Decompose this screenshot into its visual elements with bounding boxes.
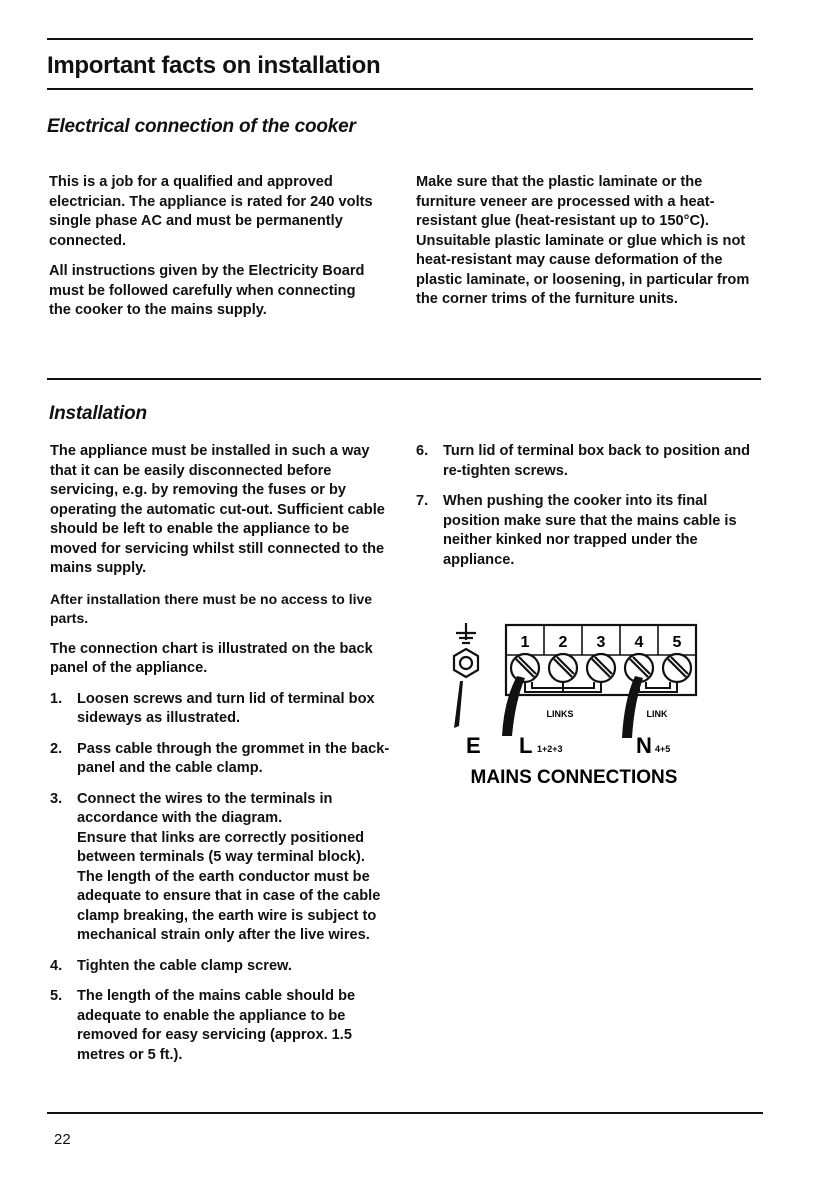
electrical-left-column [49,173,379,332]
link-label: LINK [646,709,668,719]
step-extra-text: Ensure that links are correctly positioned between terminals (5 way terminal block). The length of the earth conductor must be adequate to ensure that in case of the cable clamp breaking, the earth wire is subject to mechanical strain only after the live wires. [77,829,381,943]
terminal-number: 4 [634,634,644,651]
step-number: 1. [50,690,63,707]
list-item [50,690,390,729]
step-text: Loosen screws and turn lid of terminal box sideways as illustrated. [77,690,375,726]
step-number: 5. [50,988,63,1004]
installation-heading: Installation [49,403,147,424]
list-item [416,492,761,570]
terminal-number: 5 [672,634,682,651]
page-title: Important facts on installation [47,52,381,79]
live-terminals-label: 1+2+3 [537,744,563,754]
list-item [50,740,390,779]
electrical-paragraph: This is a job for a qualified and approved electrician. The appliance is rated for 240 volts single phase AC and must be permanently connected. [49,174,373,249]
list-item [50,790,390,946]
electrical-heading: Electrical connection of the cooker [47,116,356,137]
installation-right-column [416,442,761,581]
electrical-paragraph: All instructions given by the Electricity Board must be followed carefully when connecting the cooker to the mains supply. [49,263,365,318]
electrical-right-column [416,173,756,321]
title-rule [47,88,753,90]
earth-label: E [466,733,481,758]
step-number: 6. [416,443,429,459]
laminate-paragraph: Make sure that the plastic laminate or the furniture veneer are processed with a heat-resistant glue (heat-resistant up to 150°C). Unsuitable plastic laminate or glue which is not heat-resistant may cause deformation of the plastic laminate, or loosening, in particular from the corner trims of the furniture units. [416,174,750,307]
list-item [416,442,761,481]
footer-rule [47,1112,763,1114]
section-rule [47,378,761,380]
terminal-number: 2 [558,634,568,651]
connection-chart-note: The connection chart is illustrated on the back panel of the appliance. [50,640,373,676]
earth-symbol-icon [456,623,476,643]
step-text: Turn lid of terminal box back to position and re-tighten screws. [443,443,751,479]
earth-screw-icon [454,649,478,677]
steps-list-continued [416,442,761,570]
list-item [50,987,390,1065]
step-number: 4. [50,957,63,974]
step-number: 3. [50,790,63,807]
installation-warning: After installation there must be no access to live parts. [50,590,373,626]
live-label: L [519,733,533,758]
links-label: LINKS [546,709,574,719]
step-text: When pushing the cooker into its final position make sure that the mains cable is neither kinked nor trapped under the appliance. [443,493,737,568]
step-number: 7. [416,493,429,509]
neutral-terminals-label: 4+5 [655,744,671,754]
neutral-label: N [636,733,652,758]
list-item [50,957,390,977]
mains-connections-diagram [440,618,720,798]
diagram-caption: MAINS CONNECTIONS [470,767,678,788]
step-text: Pass cable through the grommet in the back-panel and the cable clamp. [77,740,390,776]
earth-wire [454,681,463,728]
step-text: Connect the wires to the terminals in accordance with the diagram. [77,790,333,826]
top-rule [47,38,753,40]
step-number: 2. [50,740,63,757]
page-number: 22 [54,1131,71,1148]
terminal-number: 3 [596,634,606,651]
step-text: The length of the mains cable should be adequate to enable the appliance to be removed for easy servicing (approx. 1.5 metres or 5 ft.). [77,988,356,1063]
terminal-number: 1 [520,634,530,651]
installation-left-column [50,442,390,1076]
installation-intro: The appliance must be installed in such a way that it can be easily disconnected before servicing, e.g. by removing the fuses or by operating the automatic cut-out. Sufficient cable should be left to enable the appliance to be moved for servicing whilst still connected to the mains supply. [50,443,385,576]
steps-list [50,690,390,1066]
step-text: Tighten the cable clamp screw. [77,957,292,974]
